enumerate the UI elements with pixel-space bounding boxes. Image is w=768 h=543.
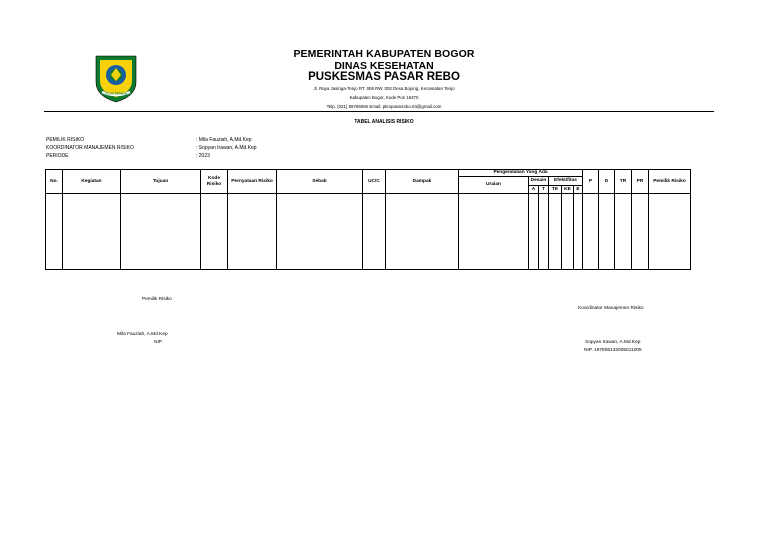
col-header-dampak: Dampak [386,170,459,194]
signature-left-title: Pemilik Risiko [142,297,172,302]
col-header-tujuan: Tujuan [121,170,201,194]
meta-label: KOORDINATOR MANAJEMEN RISIKO [46,145,134,151]
col-header-p: P [583,170,599,194]
col-header-efektifitas-te: TE [549,186,562,194]
document-title: TABEL ANALISIS RISIKO [354,119,414,125]
header-address-street: Jl. Raya Jasinga-Tenjo RT. 006 RW. 002 Desa Bojong, Kecamatan Tenjo [313,86,455,91]
table-cell[interactable] [583,194,599,270]
header-government: PEMERINTAH KABUPATEN BOGOR [293,48,475,60]
signature-right-title: Koordinator Manajemen Risiko [578,306,644,311]
header-department: DINAS KESEHATAN [334,60,434,72]
table-row [46,194,691,270]
col-header-d: D [599,170,615,194]
table-cell[interactable] [615,194,632,270]
table-cell[interactable] [386,194,459,270]
table-cell[interactable] [632,194,649,270]
meta-period [46,153,210,159]
col-header-efektifitas-ke: KE [562,186,574,194]
meta-risk-coordinator [46,145,257,151]
header-address-contact: Telp. (021) 59766066 Email: pkmpasarrebo.04@gmail.com [326,104,442,109]
table-cell[interactable] [121,194,201,270]
col-header-tr: TR [615,170,632,194]
table-cell[interactable] [63,194,121,270]
meta-risk-owner [46,137,252,143]
table-cell[interactable] [599,194,615,270]
table-cell[interactable] [529,194,539,270]
signature-right-name: Sopyan Irawan, A.Md.Kep [585,340,641,345]
meta-label: PEMILIK RISIKO [46,137,85,143]
header-puskesmas: PUSKESMAS PASAR REBO [308,71,460,83]
meta-value: : Sopyan Irawan, A.Md.Kep [196,145,257,151]
col-header-efektifitas-e: E [574,186,583,194]
table-cell[interactable] [562,194,574,270]
col-header-pemilik-risiko: Pemilik Risiko [649,170,691,194]
table-cell[interactable] [46,194,63,270]
col-header-uc-c: UC/C [363,170,386,194]
signature-left-name: Mila Fauziah, A.Md.Kep [117,332,168,337]
col-header-sebab: Sebab [277,170,363,194]
header-divider [44,111,714,112]
risk-analysis-table [45,169,691,270]
col-header-no: No. [46,170,63,194]
col-header-pernyataan-risiko: Pernyataan Risiko [228,170,277,194]
col-header-pengendalian: Pengendalian Yang Ada [459,170,583,177]
table-cell[interactable] [277,194,363,270]
table-cell[interactable] [363,194,386,270]
table-cell[interactable] [201,194,228,270]
table-cell[interactable] [574,194,583,270]
table-cell[interactable] [459,194,529,270]
table-cell[interactable] [228,194,277,270]
signature-right-nip: NIP. 197808132005011005 [584,348,642,353]
header-address-city: Kabupaten Bogor, Kode Pos 16370 [349,95,419,100]
col-header-kegiatan: Kegiatan [63,170,121,194]
col-header-desain-a: A [529,186,539,194]
meta-value: : 2023 [196,153,210,159]
signature-left-nip: NIP. [154,340,163,345]
logo-motto: TEGAR BERIMAN [105,92,127,96]
col-header-desain-t: T [539,186,549,194]
table-cell[interactable] [539,194,549,270]
table-cell[interactable] [549,194,562,270]
meta-value: : Mila Fauziah, A.Md.Kep [196,137,252,143]
col-header-pr: PR [632,170,649,194]
col-header-efektifitas: Efektifitas [549,177,583,186]
col-header-uraian: Uraian [459,177,529,194]
meta-label: PERIODE [46,153,69,159]
col-header-desain: Desain [529,177,549,186]
table-cell[interactable] [649,194,691,270]
col-header-kode-risiko: Kode Risiko [201,170,228,194]
